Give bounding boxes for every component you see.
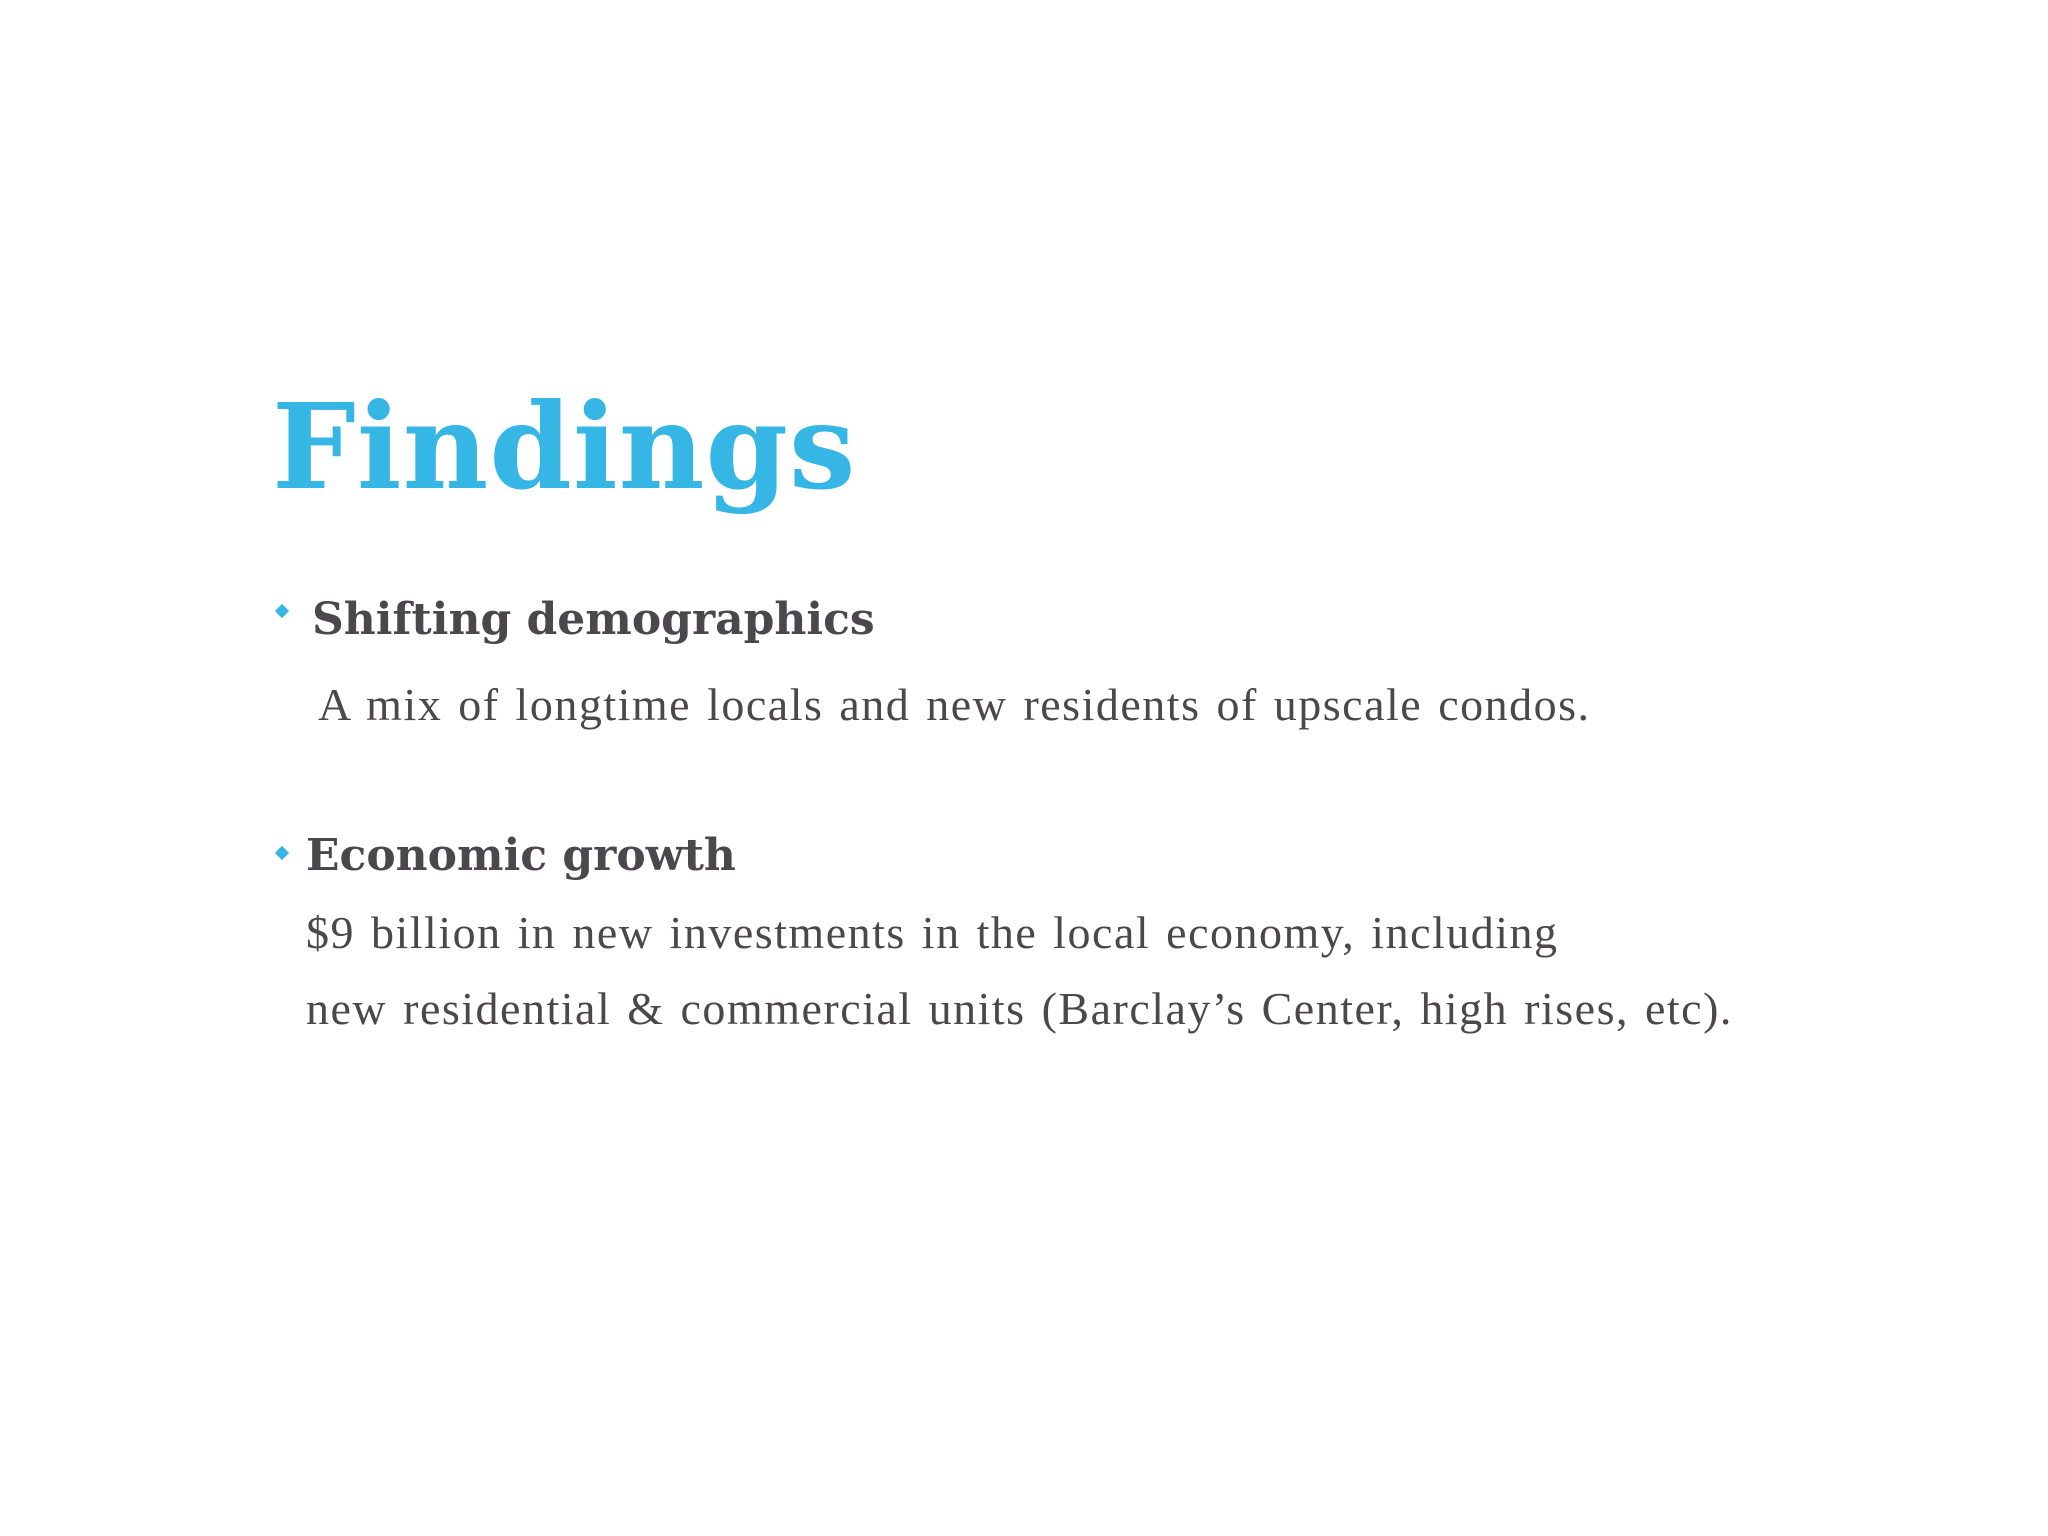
bullet-heading-demographics: Shifting demographics — [312, 594, 875, 645]
bullet-heading-economic: Economic growth — [306, 830, 736, 881]
slide-title: Findings — [272, 377, 857, 516]
diamond-bullet-icon — [275, 604, 289, 618]
bullet-text-economic-line-1: $9 billion in new investments in the local economy, including — [306, 907, 1559, 958]
diamond-bullet-icon — [275, 846, 289, 860]
bullet-text-demographics: A mix of longtime locals and new residents of upscale condos. — [318, 679, 1591, 730]
bullet-text-economic-line-2: new residential & commercial units (Barclay’s Center, high rises, etc). — [306, 983, 1733, 1034]
